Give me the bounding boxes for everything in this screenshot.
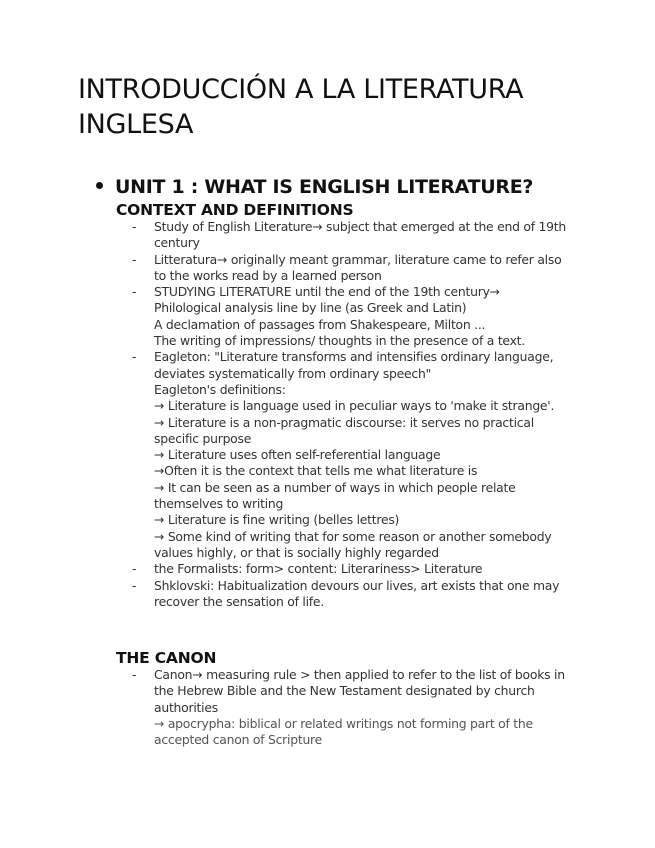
list-item-text: STUDYING LITERATURE until the end of the 19th century→ (154, 284, 500, 300)
section-heading-context: CONTEXT AND DEFINITIONS (116, 201, 354, 219)
dash-marker: - (132, 577, 137, 593)
dash-marker: - (132, 561, 137, 577)
list-item (132, 561, 572, 577)
dash-marker: - (132, 251, 137, 267)
list-item-text: →Often it is the context that tells me what literature is (154, 463, 478, 479)
list-item (132, 252, 572, 285)
list-item (132, 349, 572, 561)
list-item-text: Philological analysis line by line (as Greek and Latin) (154, 300, 467, 316)
dash-marker: - (132, 667, 137, 682)
list-item-text: → apocrypha: biblical or related writings not forming part of the accepted canon of Scripture (154, 715, 533, 748)
list-item-text: → Literature is language used in peculiar ways to 'make it strange'. (154, 398, 555, 414)
list-item-text: Shklovski: Habitualization devours our lives, art exists that one may recover the sensation of life. (154, 577, 560, 609)
list-item-text: Eagleton's definitions: (154, 381, 286, 397)
list-item-text: the Formalists: form> content: Literariness> Literature (154, 561, 483, 577)
list-item-text: → Literature is a non-pragmatic discourse: it serves no practical specific purpose (154, 414, 534, 446)
list-item-text: Eagleton: "Literature transforms and intensifies ordinary language, deviates systematically from ordinary speech" (154, 349, 554, 381)
unit-heading-text: UNIT 1 : WHAT IS ENGLISH LITERATURE? (115, 176, 534, 198)
list-item-text: Study of English Literature→ subject that emerged at the end of 19th century (154, 219, 567, 251)
list-item-text: The writing of impressions/ thoughts in the presence of a text. (154, 333, 525, 349)
list-item-text: Canon→ measuring rule > then applied to refer to the list of books in the Hebrew Bible and the New Testament designated by church authorities (154, 667, 565, 715)
list-item-text: → It can be seen as a number of ways in which people relate themselves to writing (154, 479, 516, 512)
bullet-icon (96, 182, 103, 189)
list-item-text: A declamation of passages from Shakespeare, Milton ... (154, 316, 486, 332)
dash-marker: - (132, 284, 137, 300)
list-item (132, 667, 572, 748)
document-title: INTRODUCCIÓN A LA LITERATURA INGLESA (78, 74, 524, 140)
dash-marker: - (132, 219, 137, 234)
list-item (132, 219, 572, 252)
list-item-text: → Some kind of writing that for some reason or another somebody values highly, or that is socially highly regarded (154, 528, 552, 560)
list-item (132, 578, 572, 611)
canon-list (132, 667, 572, 748)
list-item-text: → Literature is fine writing (belles lettres) (154, 512, 400, 528)
list-item-text: → Literature uses often self-referential language (154, 447, 441, 463)
list-item-text: Litteratura→ originally meant grammar, literature came to refer also to the works read by a learned person (154, 251, 562, 283)
section-heading-canon: THE CANON (116, 649, 217, 667)
dash-marker: - (132, 349, 137, 365)
list-item (132, 284, 572, 349)
unit-heading (96, 175, 533, 199)
context-definitions-list (132, 219, 572, 610)
